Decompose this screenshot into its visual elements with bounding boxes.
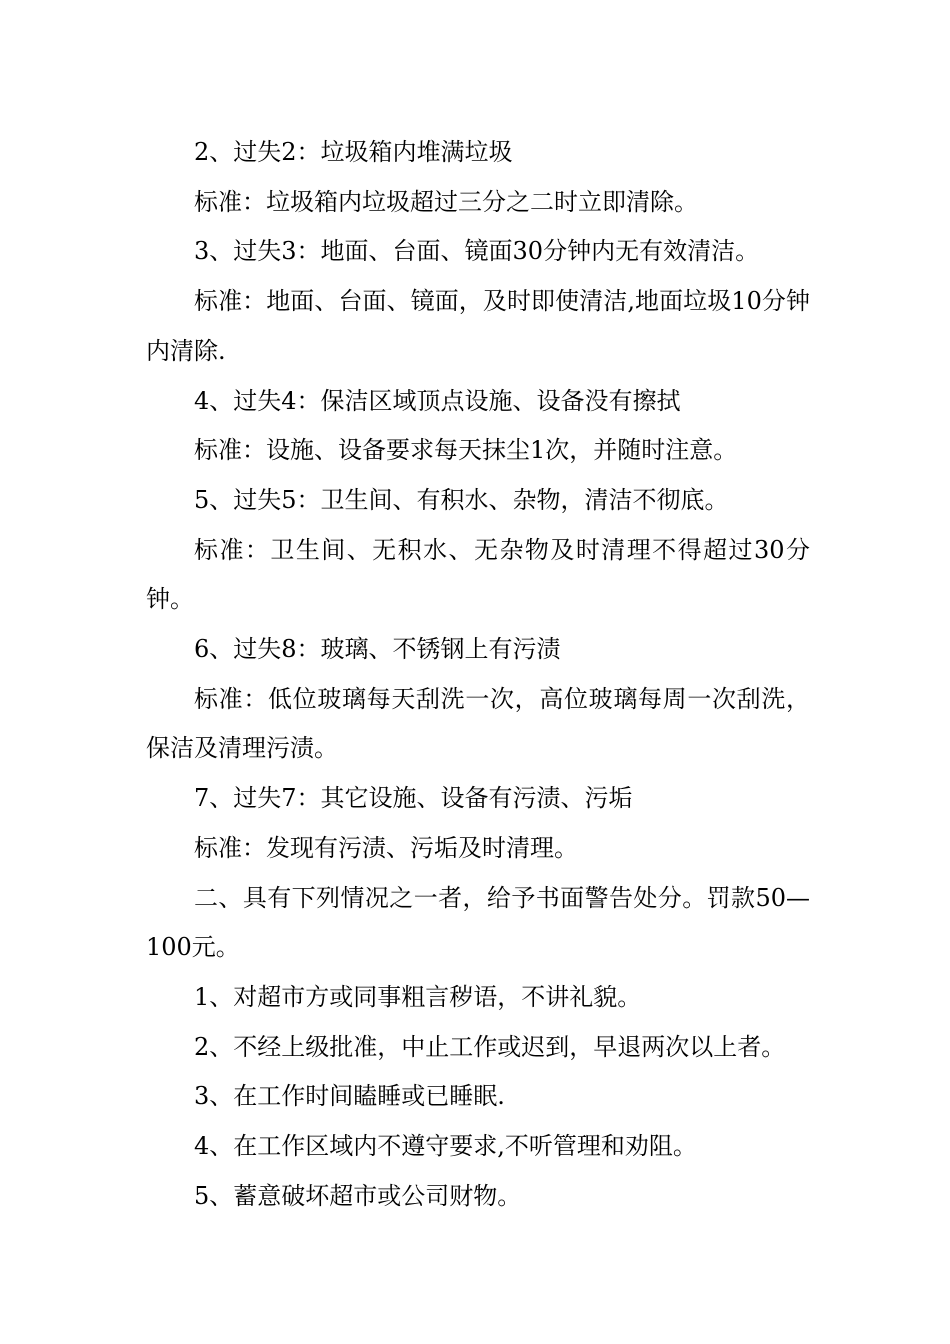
paragraph: 标准：卫生间、无积水、无杂物及时清理不得超过30分钟。 [146,535,810,614]
paragraph: 标准：发现有污渍、污垢及时清理。 [194,833,578,862]
paragraph: 3、过失3：地面、台面、镜面30分钟内无有效清洁。 [194,237,760,266]
paragraph: 标准：设施、设备要求每天抹尘1次，并随时注意。 [194,436,738,465]
paragraph: 2、不经上级批准，中止工作或迟到，早退两次以上者。 [194,1032,786,1061]
paragraph: 1、对超市方或同事粗言秽语，不讲礼貌。 [194,982,642,1011]
paragraph: 标准：低位玻璃每天刮洗一次，高位玻璃每周一次刮洗，保洁及清理污渍。 [146,684,810,763]
paragraph: 5、蓄意破坏超市或公司财物。 [194,1181,522,1210]
paragraph: 4、在工作区域内不遵守要求,不听管理和劝阻。 [194,1132,697,1161]
paragraph: 6、过失8：玻璃、不锈钢上有污渍 [194,635,561,664]
paragraph: 标准：垃圾箱内垃圾超过三分之二时立即清除。 [194,187,698,216]
paragraph: 5、过失5：卫生间、有积水、杂物，清洁不彻底。 [194,485,729,514]
paragraph: 二、具有下列情况之一者，给予书面警告处分。罚款50—100元。 [146,883,810,962]
paragraph: 7、过失7：其它设施、设备有污渍、污垢 [194,784,633,813]
document-page [146,128,810,1221]
paragraph: 4、过失4：保洁区域顶点设施、设备没有擦拭 [194,386,681,415]
paragraph: 标准：地面、台面、镜面，及时即使清洁,地面垃圾10分钟内清除. [146,287,810,365]
paragraph: 2、过失2：垃圾箱内堆满垃圾 [194,138,513,166]
paragraph: 3、在工作时间瞌睡或已睡眠. [194,1082,505,1111]
